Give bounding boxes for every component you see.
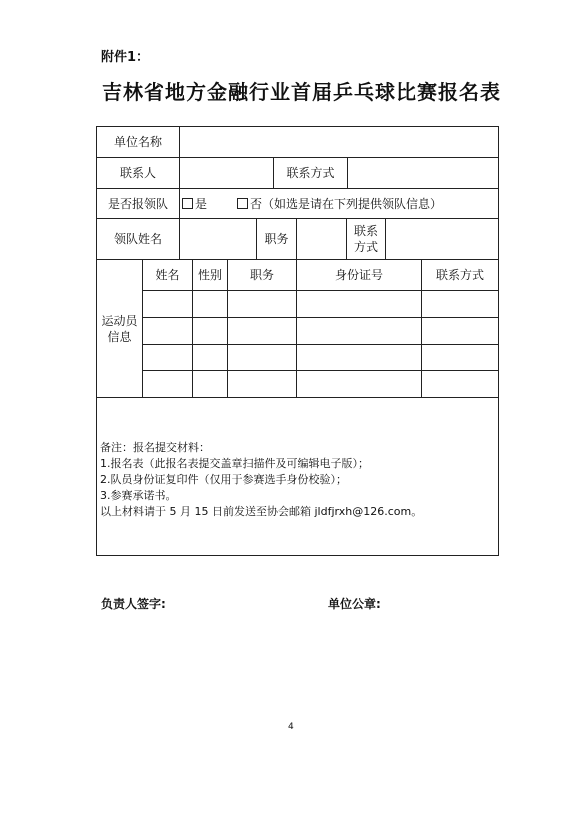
row-line <box>142 344 499 345</box>
registration-form <box>96 126 499 556</box>
checkbox-no[interactable] <box>237 198 248 209</box>
row-line <box>142 370 499 371</box>
attachment-label: 附件1： <box>101 50 150 65</box>
athlete-col-position: 职务 <box>249 268 274 282</box>
note-line: 2.队员身份证复印件（仅用于参赛选手身份校验）； <box>100 473 347 486</box>
athletes-label-line1: 运动员 <box>101 313 138 328</box>
row-line <box>142 290 499 291</box>
leader-contact-label <box>347 219 385 259</box>
signature-label: 负责人签字: <box>101 597 166 611</box>
unit-name-field[interactable] <box>180 127 498 157</box>
note-line: 3.参赛承诺书。 <box>100 489 177 502</box>
leader-contact-label-line1: 联系 <box>353 224 378 238</box>
leader-name-field[interactable] <box>180 219 256 259</box>
notes-block <box>100 440 422 520</box>
athlete-col-contact: 联系方式 <box>435 268 484 282</box>
checkbox-yes[interactable] <box>182 198 193 209</box>
athlete-col-id-number: 身份证号 <box>334 268 383 282</box>
contact-method-label: 联系方式 <box>286 166 335 180</box>
team-leader-question: 是否报领队 <box>107 196 168 211</box>
athletes-label <box>97 260 142 397</box>
row-line <box>142 317 499 318</box>
unit-name-label: 单位名称 <box>113 135 162 149</box>
contact-person-label: 联系人 <box>119 166 156 180</box>
leader-contact-field[interactable] <box>386 219 498 259</box>
team-leader-options <box>182 189 498 218</box>
note-line: 1.报名表（此报名表提交盖章扫描件及可编辑电子版）； <box>100 457 369 470</box>
form-border-bottom <box>96 555 499 556</box>
note-line: 以上材料请于 5 月 15 日前发送至协会邮箱 jldfjrxh@126.com。 <box>100 505 423 518</box>
row-line <box>96 397 499 398</box>
leader-position-field[interactable] <box>297 219 346 259</box>
page-title: 吉林省地方金融行业首届乒乓球比赛报名表 <box>102 80 501 104</box>
option-yes-label: 是 <box>195 196 208 211</box>
leader-contact-label-line2: 方式 <box>353 240 378 254</box>
seal-label: 单位公章: <box>328 597 381 611</box>
athletes-label-line2: 信息 <box>107 329 132 344</box>
contact-method-field[interactable] <box>348 158 498 188</box>
athlete-col-gender: 性别 <box>197 268 222 282</box>
note-line: 备注：报名提交材料： <box>100 441 210 454</box>
leader-name-label: 领队姓名 <box>113 232 162 246</box>
page-number: 4 <box>288 722 294 732</box>
form-border-right <box>498 126 499 556</box>
athlete-col-name: 姓名 <box>155 268 180 282</box>
option-no-label: 否（如选是请在下列提供领队信息） <box>250 196 443 211</box>
col-line <box>179 188 180 219</box>
leader-position-label: 职务 <box>264 232 289 246</box>
contact-person-field[interactable] <box>180 158 273 188</box>
